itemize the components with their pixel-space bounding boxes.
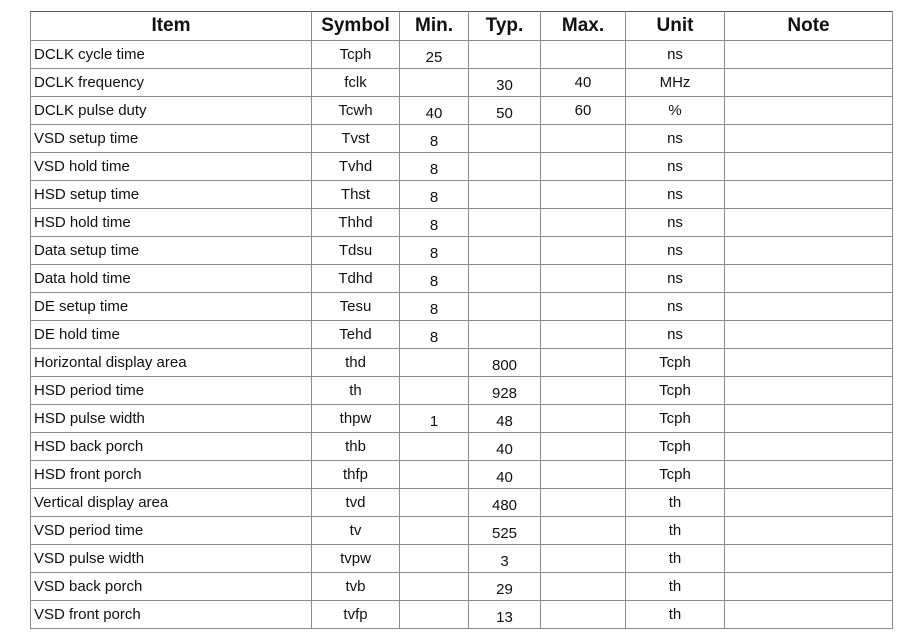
symbol-value: Tcph: [339, 46, 372, 63]
min-value: 1: [429, 413, 439, 430]
cell-unit: [626, 69, 725, 97]
typ-value: 40: [496, 469, 513, 486]
typ-value: 928: [491, 385, 518, 402]
unit-value: ns: [667, 214, 683, 231]
min-value: 8: [429, 245, 439, 262]
cell-max: [541, 209, 626, 237]
table-row: [31, 573, 893, 601]
unit-value: Tcph: [659, 410, 691, 427]
cell-min: [400, 601, 469, 629]
typ-value: 29: [496, 581, 513, 598]
cell-unit: [626, 405, 725, 433]
cell-max: [541, 41, 626, 69]
max-value: 60: [574, 102, 592, 119]
symbol-value: fclk: [344, 74, 367, 91]
symbol-value: tvpw: [340, 550, 371, 567]
cell-note: [725, 97, 893, 125]
table-header: [31, 12, 893, 41]
item-value: HSD front porch: [34, 466, 142, 483]
table-row: [31, 181, 893, 209]
item-value: VSD setup time: [34, 130, 139, 147]
cell-min: [400, 125, 469, 153]
timing-spec-sheet: [30, 11, 892, 629]
min-value: 8: [429, 133, 439, 150]
cell-typ: [469, 69, 541, 97]
item-value: Data setup time: [34, 242, 140, 259]
cell-symbol: [312, 293, 400, 321]
cell-symbol: [312, 573, 400, 601]
cell-symbol: [312, 601, 400, 629]
cell-typ: [469, 97, 541, 125]
table-row: [31, 209, 893, 237]
item-value: DCLK pulse duty: [34, 102, 147, 119]
unit-value: Tcph: [659, 466, 691, 483]
item-value: VSD hold time: [34, 158, 130, 175]
unit-value: Tcph: [659, 438, 691, 455]
timing-parameters-table: [30, 11, 893, 629]
cell-symbol: [312, 69, 400, 97]
cell-unit: [626, 573, 725, 601]
cell-symbol: [312, 517, 400, 545]
symbol-value: Tdsu: [338, 242, 373, 259]
item-value: HSD setup time: [34, 186, 140, 203]
table-body: [31, 41, 893, 629]
cell-note: [725, 125, 893, 153]
cell-note: [725, 321, 893, 349]
item-value: VSD period time: [34, 522, 144, 539]
typ-value: 30: [496, 77, 513, 94]
item-value: DCLK cycle time: [34, 46, 145, 63]
cell-min: [400, 41, 469, 69]
typ-value: 525: [491, 525, 518, 542]
cell-max: [541, 97, 626, 125]
cell-unit: [626, 97, 725, 125]
cell-symbol: [312, 349, 400, 377]
symbol-value: Tcwh: [338, 102, 373, 119]
header-note: Note: [725, 12, 893, 41]
cell-max: [541, 181, 626, 209]
min-value: 8: [429, 161, 439, 178]
cell-note: [725, 405, 893, 433]
cell-max: [541, 321, 626, 349]
typ-value: 480: [491, 497, 518, 514]
cell-min: [400, 517, 469, 545]
typ-value: 50: [496, 105, 513, 122]
header-max: Max.: [541, 12, 626, 41]
header-unit: Unit: [626, 12, 725, 41]
unit-value: Tcph: [659, 354, 691, 371]
table-row: [31, 405, 893, 433]
cell-symbol: [312, 181, 400, 209]
table-row: [31, 489, 893, 517]
table-row: [31, 377, 893, 405]
cell-note: [725, 433, 893, 461]
symbol-value: tvd: [345, 494, 366, 511]
cell-item: [31, 209, 312, 237]
cell-unit: [626, 349, 725, 377]
cell-typ: [469, 209, 541, 237]
cell-typ: [469, 321, 541, 349]
cell-note: [725, 209, 893, 237]
table-row: [31, 545, 893, 573]
item-value: VSD back porch: [34, 578, 143, 595]
cell-min: [400, 153, 469, 181]
cell-symbol: [312, 545, 400, 573]
symbol-value: tvfp: [343, 606, 368, 623]
cell-symbol: [312, 125, 400, 153]
unit-value: ns: [667, 326, 683, 343]
unit-value: ns: [667, 298, 683, 315]
cell-symbol: [312, 153, 400, 181]
table-row: [31, 349, 893, 377]
cell-item: [31, 69, 312, 97]
cell-min: [400, 489, 469, 517]
cell-symbol: [312, 265, 400, 293]
item-value: DE hold time: [34, 326, 120, 343]
cell-note: [725, 601, 893, 629]
item-value: HSD pulse width: [34, 410, 145, 427]
cell-item: [31, 97, 312, 125]
cell-unit: [626, 237, 725, 265]
cell-unit: [626, 545, 725, 573]
table-row: [31, 41, 893, 69]
cell-unit: [626, 293, 725, 321]
cell-item: [31, 293, 312, 321]
cell-typ: [469, 601, 541, 629]
cell-note: [725, 41, 893, 69]
cell-note: [725, 489, 893, 517]
cell-min: [400, 265, 469, 293]
table-row: [31, 293, 893, 321]
item-value: Vertical display area: [34, 494, 169, 511]
typ-value: 40: [496, 441, 513, 458]
unit-value: ns: [667, 46, 683, 63]
cell-item: [31, 545, 312, 573]
symbol-value: Thhd: [338, 214, 373, 231]
typ-value: 3: [500, 553, 509, 570]
cell-unit: [626, 489, 725, 517]
cell-max: [541, 349, 626, 377]
cell-note: [725, 545, 893, 573]
cell-max: [541, 237, 626, 265]
cell-item: [31, 405, 312, 433]
symbol-value: thb: [345, 438, 366, 455]
unit-value: th: [668, 606, 682, 623]
unit-value: %: [668, 102, 682, 119]
cell-item: [31, 153, 312, 181]
cell-unit: [626, 265, 725, 293]
item-value: VSD pulse width: [34, 550, 145, 567]
min-value: 8: [429, 217, 439, 234]
symbol-value: Tesu: [339, 298, 372, 315]
cell-item: [31, 349, 312, 377]
unit-value: th: [668, 494, 682, 511]
cell-min: [400, 293, 469, 321]
cell-typ: [469, 265, 541, 293]
unit-value: th: [668, 522, 682, 539]
cell-max: [541, 265, 626, 293]
cell-item: [31, 461, 312, 489]
symbol-value: Tvst: [341, 130, 370, 147]
cell-symbol: [312, 461, 400, 489]
cell-typ: [469, 461, 541, 489]
cell-min: [400, 321, 469, 349]
unit-value: ns: [667, 130, 683, 147]
cell-max: [541, 489, 626, 517]
cell-note: [725, 181, 893, 209]
symbol-value: thd: [345, 354, 366, 371]
symbol-value: tvb: [345, 578, 366, 595]
cell-min: [400, 461, 469, 489]
cell-note: [725, 237, 893, 265]
item-value: Horizontal display area: [34, 354, 187, 371]
item-value: HSD back porch: [34, 438, 144, 455]
table-row: [31, 265, 893, 293]
cell-typ: [469, 349, 541, 377]
table-row: [31, 153, 893, 181]
symbol-value: Tvhd: [338, 158, 373, 175]
cell-typ: [469, 377, 541, 405]
cell-note: [725, 69, 893, 97]
cell-max: [541, 545, 626, 573]
unit-value: ns: [667, 242, 683, 259]
header-item: Item: [31, 12, 312, 41]
item-value: HSD period time: [34, 382, 145, 399]
cell-min: [400, 209, 469, 237]
cell-typ: [469, 517, 541, 545]
cell-note: [725, 153, 893, 181]
cell-typ: [469, 181, 541, 209]
cell-symbol: [312, 97, 400, 125]
cell-typ: [469, 41, 541, 69]
cell-min: [400, 545, 469, 573]
cell-min: [400, 573, 469, 601]
header-min: Min.: [400, 12, 469, 41]
cell-note: [725, 265, 893, 293]
item-value: HSD hold time: [34, 214, 131, 231]
symbol-value: Tdhd: [338, 270, 373, 287]
cell-typ: [469, 125, 541, 153]
cell-min: [400, 237, 469, 265]
cell-symbol: [312, 405, 400, 433]
item-value: Data hold time: [34, 270, 131, 287]
min-value: 8: [429, 273, 439, 290]
cell-item: [31, 433, 312, 461]
header-typ: Typ.: [469, 12, 541, 41]
cell-item: [31, 489, 312, 517]
cell-max: [541, 125, 626, 153]
cell-note: [725, 517, 893, 545]
cell-unit: [626, 153, 725, 181]
cell-min: [400, 377, 469, 405]
cell-min: [400, 433, 469, 461]
cell-max: [541, 377, 626, 405]
min-value: 25: [425, 49, 443, 66]
cell-symbol: [312, 489, 400, 517]
max-value: 40: [574, 74, 592, 91]
unit-value: MHz: [659, 74, 691, 91]
cell-unit: [626, 209, 725, 237]
table-row: [31, 601, 893, 629]
cell-item: [31, 601, 312, 629]
cell-max: [541, 293, 626, 321]
table-row: [31, 461, 893, 489]
cell-min: [400, 405, 469, 433]
cell-item: [31, 573, 312, 601]
cell-unit: [626, 125, 725, 153]
table-row: [31, 433, 893, 461]
cell-min: [400, 97, 469, 125]
cell-note: [725, 293, 893, 321]
cell-unit: [626, 601, 725, 629]
cell-max: [541, 69, 626, 97]
unit-value: ns: [667, 270, 683, 287]
header-row: [31, 12, 893, 41]
cell-typ: [469, 489, 541, 517]
cell-unit: [626, 461, 725, 489]
cell-item: [31, 321, 312, 349]
cell-item: [31, 377, 312, 405]
table-row: [31, 125, 893, 153]
symbol-value: Thst: [340, 186, 371, 203]
cell-item: [31, 125, 312, 153]
cell-max: [541, 517, 626, 545]
cell-typ: [469, 573, 541, 601]
item-value: DCLK frequency: [34, 74, 145, 91]
cell-min: [400, 181, 469, 209]
cell-typ: [469, 237, 541, 265]
cell-min: [400, 349, 469, 377]
table-row: [31, 69, 893, 97]
item-value: DE setup time: [34, 298, 129, 315]
cell-symbol: [312, 321, 400, 349]
header-symbol: Symbol: [312, 12, 400, 41]
table-row: [31, 517, 893, 545]
cell-item: [31, 41, 312, 69]
unit-value: ns: [667, 186, 683, 203]
symbol-value: thpw: [339, 410, 372, 427]
symbol-value: th: [349, 382, 362, 399]
table-row: [31, 97, 893, 125]
unit-value: Tcph: [659, 382, 691, 399]
cell-item: [31, 265, 312, 293]
symbol-value: tv: [349, 522, 362, 539]
cell-typ: [469, 545, 541, 573]
table-row: [31, 237, 893, 265]
cell-max: [541, 573, 626, 601]
cell-note: [725, 377, 893, 405]
symbol-value: Tehd: [339, 326, 372, 343]
min-value: 8: [429, 301, 439, 318]
cell-typ: [469, 293, 541, 321]
cell-note: [725, 573, 893, 601]
unit-value: ns: [667, 158, 683, 175]
cell-typ: [469, 153, 541, 181]
min-value: 40: [425, 105, 443, 122]
cell-max: [541, 405, 626, 433]
cell-note: [725, 461, 893, 489]
cell-symbol: [312, 237, 400, 265]
cell-max: [541, 433, 626, 461]
typ-value: 13: [496, 609, 513, 626]
cell-max: [541, 601, 626, 629]
cell-symbol: [312, 209, 400, 237]
cell-unit: [626, 181, 725, 209]
cell-typ: [469, 405, 541, 433]
min-value: 8: [429, 189, 439, 206]
cell-note: [725, 349, 893, 377]
cell-unit: [626, 41, 725, 69]
min-value: 8: [429, 329, 439, 346]
cell-unit: [626, 433, 725, 461]
cell-unit: [626, 517, 725, 545]
cell-max: [541, 461, 626, 489]
cell-max: [541, 153, 626, 181]
cell-typ: [469, 433, 541, 461]
typ-value: 800: [491, 357, 518, 374]
symbol-value: thfp: [342, 466, 369, 483]
cell-unit: [626, 377, 725, 405]
item-value: VSD front porch: [34, 606, 141, 623]
cell-symbol: [312, 433, 400, 461]
cell-symbol: [312, 377, 400, 405]
table-row: [31, 321, 893, 349]
cell-min: [400, 69, 469, 97]
cell-item: [31, 181, 312, 209]
unit-value: th: [668, 578, 682, 595]
unit-value: th: [668, 550, 682, 567]
cell-unit: [626, 321, 725, 349]
cell-symbol: [312, 41, 400, 69]
typ-value: 48: [496, 413, 513, 430]
cell-item: [31, 237, 312, 265]
cell-item: [31, 517, 312, 545]
